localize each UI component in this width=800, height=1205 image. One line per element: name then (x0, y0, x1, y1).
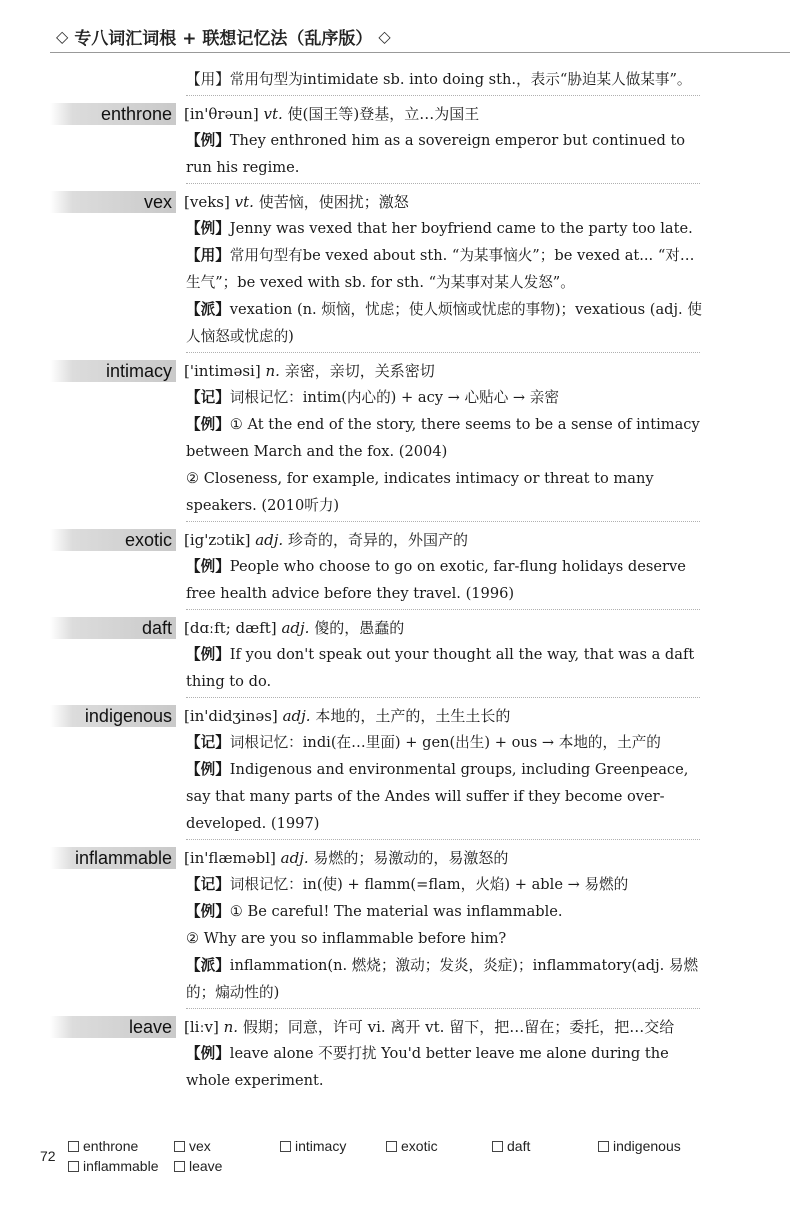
checkbox-icon[interactable] (492, 1141, 503, 1152)
entry-line (186, 756, 702, 837)
headword: inflammable (50, 847, 176, 869)
entry-intimacy (50, 357, 700, 522)
entry-line (186, 411, 702, 465)
entry-divider (186, 352, 700, 353)
line-text: leave alone 不要打扰 You'd better leave me alone during the whole experiment. (186, 1045, 669, 1089)
line-text: Indigenous and environmental groups, including Greenpeace, say that many parts of the Andes will suffer if they become over-developed. (1997) (186, 761, 689, 832)
entry-line (186, 215, 702, 242)
checkbox-icon[interactable] (386, 1141, 397, 1152)
entry-divider (186, 95, 700, 96)
line-text: Jenny was vexed that her boyfriend came to the party too late. (229, 220, 693, 237)
headword: indigenous (50, 705, 176, 727)
checklist-label: leave (189, 1158, 223, 1174)
phonetic: [in'didʒinəs] (184, 706, 278, 725)
meaning: 亲密，亲切，关系密切 (284, 361, 435, 380)
checklist-item-exotic[interactable] (386, 1138, 492, 1154)
line-text: 词根记忆：indi(在…里面) + gen(出生) + ous → 本地的，土产的 (229, 734, 661, 751)
entry-line (186, 296, 702, 350)
line-tag: 【记】 (186, 734, 230, 751)
meaning: 本地的，土产的，土生土长的 (315, 706, 511, 725)
entry-divider (186, 521, 700, 522)
diamond-icon: ◇ (56, 26, 69, 46)
headword-definition (184, 528, 468, 552)
header-rule (50, 52, 790, 53)
checklist-item-enthrone[interactable] (68, 1138, 174, 1154)
entry-line (186, 729, 702, 756)
line-tag: 【用】 (186, 247, 230, 264)
headword: enthrone (50, 103, 176, 125)
meaning: 假期；同意，许可 vi. 离开 vt. 留下，把…留在；委托，把…交给 (242, 1017, 675, 1036)
checklist-item-intimacy[interactable] (280, 1138, 386, 1154)
line-text: If you don't speak out your thought all the way, that was a daft thing to do. (186, 646, 695, 690)
review-checklist (68, 1138, 704, 1174)
checklist-label: exotic (401, 1138, 438, 1154)
checklist-item-indigenous[interactable] (598, 1138, 704, 1154)
line-tag: 【例】 (186, 761, 230, 778)
line-tag: 【例】 (186, 903, 230, 920)
line-tag: 【派】 (186, 957, 230, 974)
headword-definition (184, 616, 404, 640)
line-tag: 【例】 (186, 1045, 230, 1062)
part-of-speech: adj. (255, 530, 284, 549)
entry-leave (50, 1013, 700, 1094)
phonetic: [in'θrəun] (184, 104, 259, 123)
meaning: 使(国王等)登基，立…为国王 (287, 104, 480, 123)
line-tag: 【派】 (186, 301, 230, 318)
part-of-speech: vt. (234, 192, 254, 211)
checklist-item-leave[interactable] (174, 1158, 280, 1174)
entries-list (50, 100, 700, 1094)
checklist-label: vex (189, 1138, 211, 1154)
line-text: 词根记忆：in(使) + flamm(=flam，火焰) + able → 易燃的 (229, 876, 629, 893)
headword: exotic (50, 529, 176, 551)
entry-daft (50, 614, 700, 698)
line-text: ② Closeness, for example, indicates intimacy or threat to many speakers. (2010听力) (186, 470, 654, 514)
entry-line (186, 641, 702, 695)
part-of-speech: n. (223, 1017, 239, 1036)
line-text: inflammation(n. 燃烧；激动；发炎，炎症)；inflammatory(adj. 易燃的；煽动性的) (186, 957, 699, 1001)
meaning: 珍奇的，奇异的，外国产的 (287, 530, 468, 549)
entry-line (186, 127, 702, 181)
line-text: People who choose to go on exotic, far-flung holidays deserve free health advice before they travel. (1996) (186, 558, 686, 602)
entry-line (186, 242, 702, 296)
headword-row (50, 526, 700, 553)
entry-divider (186, 1008, 700, 1009)
headword-definition (184, 1015, 674, 1039)
part-of-speech: vt. (263, 104, 283, 123)
checklist-label: daft (507, 1138, 531, 1154)
line-text: vexation (n. 烦恼，忧虑；使人烦恼或忧虑的事物)；vexatious (adj. 使人恼怒或忧虑的) (186, 301, 702, 345)
header-title: 专八词汇词根 + 联想记忆法（乱序版） (74, 28, 373, 49)
headword: daft (50, 617, 176, 639)
entry-exotic (50, 526, 700, 610)
entry-divider (186, 697, 700, 698)
checkbox-icon[interactable] (174, 1161, 185, 1172)
line-tag: 【例】 (186, 558, 230, 575)
entry-line (186, 898, 702, 925)
headword: vex (50, 191, 176, 213)
part-of-speech: adj. (280, 848, 309, 867)
entry-indigenous (50, 702, 700, 840)
headword-definition (184, 190, 409, 214)
entry-inflammable (50, 844, 700, 1009)
entry-divider (186, 183, 700, 184)
part-of-speech: n. (265, 361, 280, 380)
meaning: 使苦恼，使困扰；激怒 (258, 192, 409, 211)
headword: intimacy (50, 360, 176, 382)
headword-definition (184, 704, 510, 728)
entry-line (186, 871, 702, 898)
checklist-label: intimacy (295, 1138, 347, 1154)
checkbox-icon[interactable] (68, 1161, 79, 1172)
entry-divider (186, 839, 700, 840)
entry-divider (186, 609, 700, 610)
line-text: ② Why are you so inflammable before him? (186, 930, 507, 947)
meaning: 易燃的；易激动的，易激怒的 (313, 848, 509, 867)
line-tag: 【例】 (186, 220, 230, 237)
line-tag: 【记】 (186, 389, 230, 406)
headword-row (50, 188, 700, 215)
line-tag: 【例】 (186, 646, 230, 663)
line-tag: 【例】 (186, 416, 230, 433)
phonetic: ['intiməsi] (184, 361, 261, 380)
phonetic: [in'flæməbl] (184, 848, 276, 867)
checklist-label: inflammable (83, 1158, 159, 1174)
line-text: 常用句型有be vexed about sth. “为某事恼火”；be vexed at... “对…生气”；be vexed with sb. for sth. “为某事对某人发怒”。 (186, 247, 695, 291)
page-number: 72 (40, 1148, 56, 1164)
checkbox-icon[interactable] (280, 1141, 291, 1152)
checklist-label: enthrone (83, 1138, 139, 1154)
headword-row (50, 1013, 700, 1040)
checklist-item-inflammable[interactable] (68, 1158, 174, 1174)
checklist-item-daft[interactable] (492, 1138, 598, 1154)
continuation-text: 【用】常用句型为intimidate sb. into doing sth.，表示“胁迫某人做某事”。 (186, 71, 692, 88)
meaning: 傻的，愚蠢的 (314, 618, 405, 637)
part-of-speech: adj. (282, 706, 311, 725)
checkbox-icon[interactable] (68, 1141, 79, 1152)
page-header (50, 22, 790, 50)
headword-row (50, 357, 700, 384)
entry-line (186, 925, 702, 952)
line-text: They enthroned him as a sovereign emperor but continued to run his regime. (186, 132, 686, 176)
line-tag: 【例】 (186, 132, 230, 149)
phonetic: [dɑːft; dæft] (184, 618, 277, 637)
part-of-speech: adj. (281, 618, 310, 637)
line-text: ① Be careful! The material was inflammable. (229, 903, 563, 920)
line-text: ① At the end of the story, there seems to be a sense of intimacy between March and the fox. (2004) (186, 416, 700, 460)
entry-line (186, 1040, 702, 1094)
headword-row (50, 614, 700, 641)
entry-enthrone (50, 100, 700, 184)
dictionary-content (50, 66, 700, 1094)
phonetic: [ig'zɔtik] (184, 530, 251, 549)
entry-line (186, 553, 702, 607)
entry-line (186, 952, 702, 1006)
phonetic: [liːv] (184, 1017, 219, 1036)
headword-definition (184, 102, 479, 126)
headword-row (50, 702, 700, 729)
headword-definition (184, 846, 508, 870)
line-text: 词根记忆：intim(内心的) + acy → 心贴心 → 亲密 (229, 389, 559, 406)
checklist-label: indigenous (613, 1138, 681, 1154)
line-tag: 【记】 (186, 876, 230, 893)
entry-line (186, 465, 702, 519)
headword: leave (50, 1016, 176, 1038)
phonetic: [veks] (184, 192, 230, 211)
checkbox-icon[interactable] (598, 1141, 609, 1152)
headword-row (50, 844, 700, 871)
checkbox-icon[interactable] (174, 1141, 185, 1152)
entry-vex (50, 188, 700, 353)
diamond-icon: ◇ (378, 26, 391, 46)
checklist-item-vex[interactable] (174, 1138, 280, 1154)
headword-row (50, 100, 700, 127)
entry-line (186, 384, 702, 411)
headword-definition (184, 359, 435, 383)
